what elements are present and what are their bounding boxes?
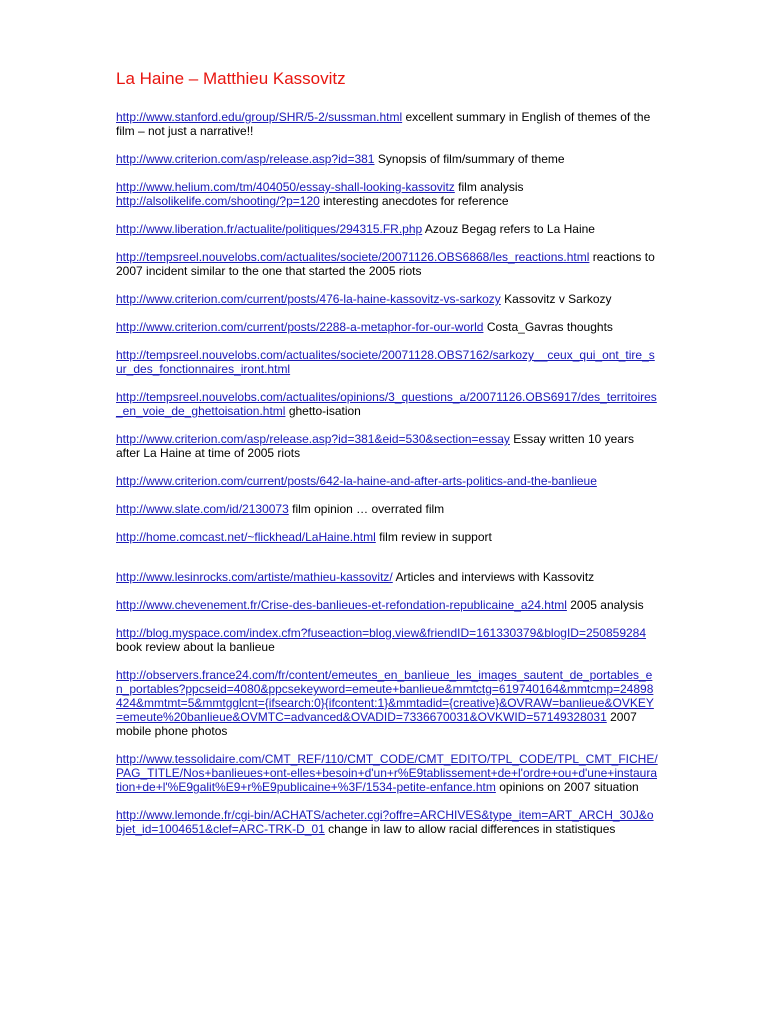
entry-link[interactable]: http://www.lesinrocks.com/artiste/mathieu-kassovitz/ — [116, 570, 393, 584]
entry-description: Kassovitz v Sarkozy — [504, 292, 612, 306]
link-list — [116, 110, 658, 836]
list-item — [116, 152, 658, 166]
list-item — [116, 320, 658, 334]
entry-description: Synopsis of film/summary of theme — [377, 152, 565, 166]
entry-description: 2005 analysis — [570, 598, 644, 612]
entry-description: ghetto-isation — [288, 404, 361, 418]
entry-link[interactable]: http://tempsreel.nouvelobs.com/actualites/societe/20071126.OBS6868/les_reactions.html — [116, 250, 590, 264]
list-item — [116, 626, 658, 654]
entry-description: interesting anecdotes for reference — [323, 194, 509, 208]
list-item — [116, 808, 658, 836]
list-item — [116, 180, 658, 208]
entry-description: book review about la banlieue — [116, 640, 275, 654]
entry-description: Articles and interviews with Kassovitz — [395, 570, 595, 584]
entry-link[interactable]: http://www.lemonde.fr/cgi-bin/ACHATS/acheter.cgi?offre=ARCHIVES&type_item=ART_ARCH_30J&objet_id=1004651&clef=ARC-TRK-D_01 — [116, 808, 654, 836]
entry-link[interactable]: http://www.criterion.com/asp/release.asp?id=381 — [116, 152, 375, 166]
list-item — [116, 432, 658, 460]
entry-description: 2007 mobile phone photos — [116, 710, 637, 738]
entry-link[interactable]: http://www.chevenement.fr/Crise-des-banlieues-et-refondation-republicaine_a24.html — [116, 598, 567, 612]
list-item — [116, 570, 658, 584]
entry-description: opinions on 2007 situation — [499, 780, 639, 794]
entry-description: film analysis — [458, 180, 524, 194]
entry-link[interactable]: http://www.liberation.fr/actualite/politiques/294315.FR.php — [116, 222, 423, 236]
list-item — [116, 752, 658, 794]
entry-description: film review in support — [379, 530, 492, 544]
document-title: La Haine – Matthieu Kassovitz — [116, 69, 346, 88]
entry-description: change in law to allow racial differences in statistiques — [328, 822, 616, 836]
list-item — [116, 250, 658, 278]
entry-description: Costa_Gavras thoughts — [486, 320, 613, 334]
list-item — [116, 598, 658, 612]
entry-link[interactable]: http://www.criterion.com/asp/release.asp?id=381&eid=530&section=essay — [116, 432, 510, 446]
entry-description: excellent summary in English of themes of the film – not just a narrative!! — [116, 110, 651, 138]
entry-link[interactable]: http://home.comcast.net/~flickhead/LaHaine.html — [116, 530, 376, 544]
entry-link[interactable]: http://www.criterion.com/current/posts/476-la-haine-kassovitz-vs-sarkozy — [116, 292, 501, 306]
entry-link[interactable]: http://tempsreel.nouvelobs.com/actualites/societe/20071128.OBS7162/sarkozy__ceux_qui_ont_tire_sur_des_fonctionnaires_iront.html — [116, 348, 655, 376]
list-item — [116, 530, 658, 544]
entry-link[interactable]: http://www.criterion.com/current/posts/642-la-haine-and-after-arts-politics-and-the-banlieue — [116, 474, 597, 488]
entry-link[interactable]: http://blog.myspace.com/index.cfm?fuseaction=blog.view&friendID=161330379&blogID=250859284 — [116, 626, 647, 640]
list-item — [116, 390, 658, 418]
entry-description: Essay written 10 years after La Haine at time of 2005 riots — [116, 432, 634, 460]
list-item — [116, 222, 658, 236]
entry-link[interactable]: http://www.stanford.edu/group/SHR/5-2/sussman.html — [116, 110, 403, 124]
entry-link[interactable]: http://www.slate.com/id/2130073 — [116, 502, 289, 516]
entry-link[interactable]: http://alsolikelife.com/shooting/?p=120 — [116, 194, 320, 208]
list-item — [116, 502, 658, 516]
list-item — [116, 292, 658, 306]
entry-link[interactable]: http://www.helium.com/tm/404050/essay-shall-looking-kassovitz — [116, 180, 455, 194]
list-item — [116, 110, 658, 138]
list-item — [116, 474, 658, 488]
entry-description: film opinion … overrated film — [292, 502, 445, 516]
entry-link[interactable]: http://www.criterion.com/current/posts/2288-a-metaphor-for-our-world — [116, 320, 484, 334]
entry-description: Azouz Begag refers to La Haine — [424, 222, 595, 236]
entry-link[interactable]: http://observers.france24.com/fr/content/emeutes_en_banlieue_les_images_sautent_de_portables_en_portables?ppcseid=4080&ppcsekeyword=emeute+banlieue&mmtctg=619740164&mmtcmp=24898424&mmtmt=5&mmtgglcnt={ifsearch:0}{ifcontent:1}&mmtadid={creative}&OVRAW=banlieue&OVKEY=emeute%20banlieue&OVMTC=advanced&OVADID=7336670031&OVKWID=57149328031 — [116, 668, 654, 724]
entry-link[interactable]: http://tempsreel.nouvelobs.com/actualites/opinions/3_questions_a/20071126.OBS6917/des_territoires_en_voie_de_ghettoisation.html — [116, 390, 657, 418]
entry-description: reactions to 2007 incident similar to the one that started the 2005 riots — [116, 250, 655, 278]
list-item — [116, 668, 658, 738]
list-item — [116, 348, 658, 376]
entry-link[interactable]: http://www.tessolidaire.com/CMT_REF/110/CMT_CODE/CMT_EDITO/TPL_CODE/TPL_CMT_FICHE/PAG_TITLE/Nos+banlieues+ont-elles+besoin+d'un+r%E9tablissement+de+l'ordre+ou+d'une+instauration+de+l'%E9galit%E9+r%E9publicaine+%3F/1534-petite-enfance.htm — [116, 752, 658, 794]
